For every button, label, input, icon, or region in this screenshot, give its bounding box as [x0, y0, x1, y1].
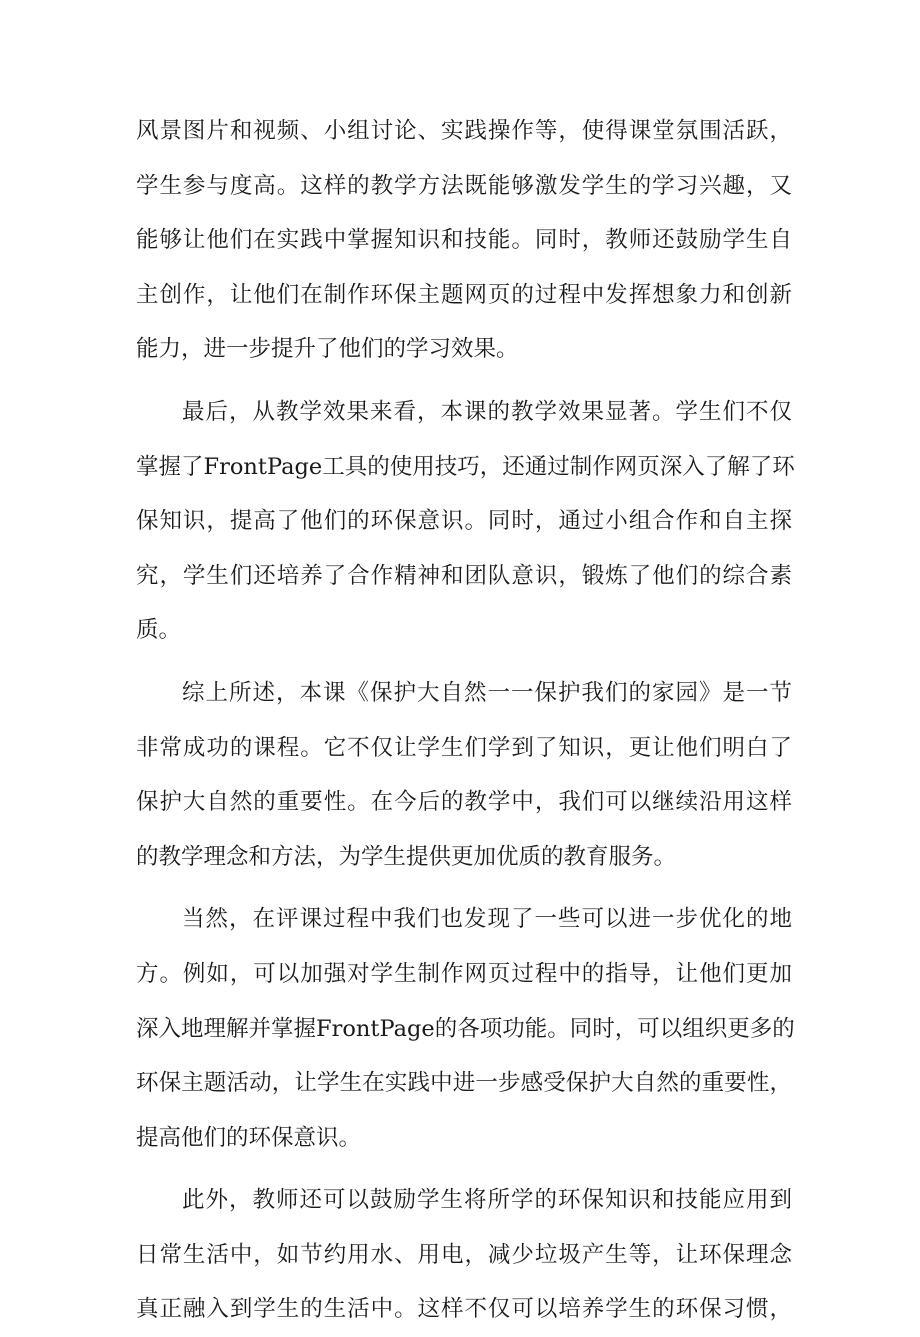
- paragraph-4: [136, 892, 795, 1165]
- text-line: 掌握了FrontPage工具的使用技巧，还通过制作网页深入了解了环: [136, 453, 795, 480]
- text-line: 质。: [136, 617, 182, 644]
- paragraph-2: [136, 385, 795, 658]
- text-line: 方。例如，可以加强对学生制作网页过程中的指导，让他们更加: [136, 960, 792, 987]
- text-line: 能力，进一步提升了他们的学习效果。: [136, 336, 519, 363]
- text-line: 究，学生们还培养了合作精神和团队意识，锻炼了他们的综合素: [136, 562, 792, 589]
- text-line: 保知识，提高了他们的环保意识。同时，通过小组合作和自主探: [136, 508, 792, 535]
- paragraph-5: [136, 1173, 792, 1337]
- text-line: 此外，教师还可以鼓励学生将所学的环保知识和技能应用到: [182, 1187, 792, 1214]
- text-line: 的教学理念和方法，为学生提供更加优质的教育服务。: [136, 843, 677, 870]
- text-line: 深入地理解并掌握FrontPage的各项功能。同时，可以组织更多的: [136, 1015, 795, 1042]
- text-line: 保护大自然的重要性。在今后的教学中，我们可以继续沿用这样: [136, 789, 792, 816]
- text-line: 风景图片和视频、小组讨论、实践操作等，使得课堂氛围活跃，: [136, 118, 792, 144]
- text-line: 日常生活中，如节约用水、用电，减少垃圾产生等，让环保理念: [136, 1241, 792, 1268]
- text-line: 真正融入到学生的生活中。这样不仅可以培养学生的环保习惯，: [136, 1296, 792, 1323]
- text-line: 能够让他们在实践中掌握知识和技能。同时，教师还鼓励学生自: [136, 227, 792, 254]
- document-body: [136, 104, 795, 1337]
- text-line: 学生参与度高。这样的教学方法既能够激发学生的学习兴趣，又: [136, 172, 792, 199]
- text-line: 最后，从教学效果来看，本课的教学效果显著。学生们不仅: [182, 398, 792, 425]
- text-line: 当然，在评课过程中我们也发现了一些可以进一步优化的地: [182, 906, 792, 933]
- text-line: 综上所述，本课《保护大自然一一保护我们的家园》是一节: [182, 679, 792, 706]
- text-line: 环保主题活动，让学生在实践中进一步感受保护大自然的重要性，: [136, 1070, 792, 1097]
- text-line: 主创作，让他们在制作环保主题网页的过程中发挥想象力和创新: [136, 281, 792, 308]
- paragraph-1: [136, 104, 792, 377]
- text-line: 非常成功的课程。它不仅让学生们学到了知识，更让他们明白了: [136, 734, 792, 761]
- paragraph-3: [136, 666, 792, 884]
- text-line: 提高他们的环保意识。: [136, 1124, 362, 1151]
